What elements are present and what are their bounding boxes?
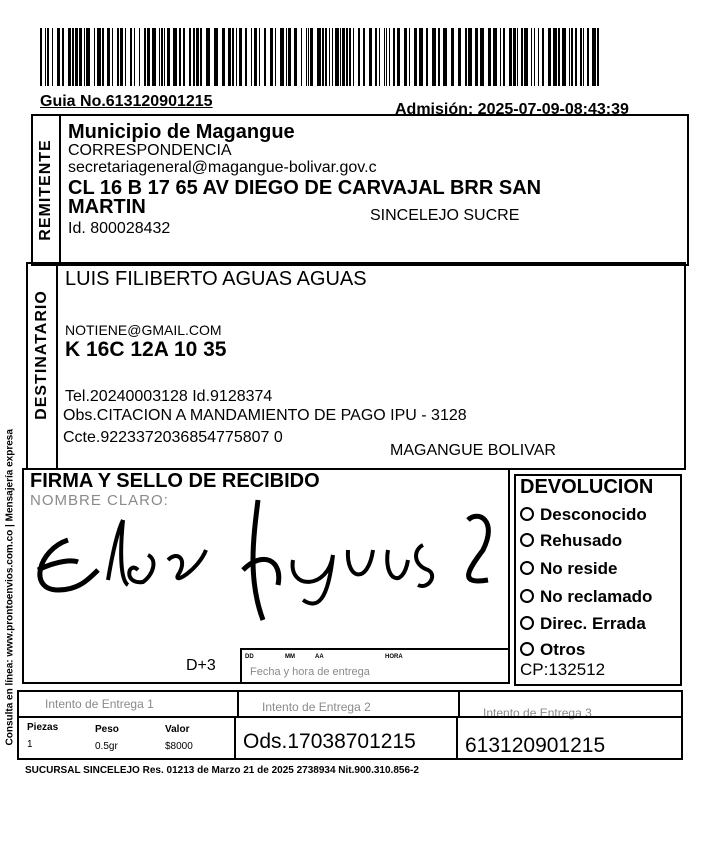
barcode-bar (222, 28, 225, 86)
nombre-claro-label: NOMBRE CLARO: (30, 492, 169, 509)
barcode-bar (332, 28, 333, 86)
barcode-bar (159, 28, 160, 86)
barcode-bar (340, 28, 341, 86)
barcode-bar (75, 28, 78, 86)
remitente-city: SINCELEJO SUCRE (370, 207, 520, 224)
valor-header: Valor (165, 724, 190, 735)
barcode-bar (107, 28, 110, 86)
barcode-bar (480, 28, 484, 86)
barcode-bar (538, 28, 539, 86)
piezas-value: 1 (27, 739, 33, 750)
barcode-bar (592, 28, 596, 86)
barcode-bar (562, 28, 566, 86)
remitente-label: REMITENTE (37, 139, 54, 241)
barcode-bar (317, 28, 321, 86)
barcode-bar (125, 28, 126, 86)
barcode-bar (134, 28, 135, 86)
barcode-bar (206, 28, 210, 86)
barcode-bar (342, 28, 345, 86)
admision-date: Admisión: 2025-07-09-08:43:39 (395, 101, 629, 118)
barcode-bar (542, 28, 544, 86)
footer-text: SUCURSAL SINCELEJO Res. 01213 de Marzo 21 de 2025 2738934 Nit.900.310.856-2 (25, 765, 419, 776)
barcode-bar (264, 28, 266, 86)
remitente-email: secretariageneral@magangue-bolivar.gov.c (68, 159, 377, 176)
destinatario-label: DESTINATARIO (33, 290, 50, 420)
barcode-bar (353, 28, 354, 86)
barcode-bar (167, 28, 170, 86)
barcode-bar (503, 28, 505, 86)
barcode-bar (86, 28, 90, 86)
barcode-bar (468, 28, 472, 86)
peso-header: Peso (95, 724, 119, 735)
intento-entrega-1: Intento de Entrega 1 (45, 697, 154, 711)
barcode-bar (270, 28, 273, 86)
devolucion-title: DEVOLUCION (520, 476, 654, 498)
barcode-bar (553, 28, 557, 86)
side-website-text: Consulta en línea: www.prontoenvios.com.co | Mensajería expresa (4, 429, 16, 746)
barcode-bar (236, 28, 237, 86)
barcode-bar (179, 28, 181, 86)
barcode-bar (358, 28, 360, 86)
barcode-bar (329, 28, 330, 86)
barcode-bar (68, 28, 71, 86)
ods-number: Ods.17038701215 (243, 730, 416, 753)
barcode-bar (130, 28, 132, 86)
intento-entrega-2: Intento de Entrega 2 (262, 700, 371, 714)
barcode-bar (152, 28, 156, 86)
barcode-bar (144, 28, 146, 86)
barcode-bar (419, 28, 423, 86)
barcode-bar (414, 28, 417, 86)
destinatario-city: MAGANGUE BOLIVAR (390, 442, 556, 459)
barcode-bar (47, 28, 49, 86)
valor-value: $8000 (165, 741, 193, 752)
option-no-reside-label: No reside (540, 559, 618, 578)
barcode-bar (597, 28, 599, 86)
option-rehusado-label: Rehusado (540, 531, 623, 550)
barcode-bar (232, 28, 234, 86)
barcode-bar (587, 28, 589, 86)
option-no-reclamado-label: No reclamado (540, 587, 653, 606)
barcode-bar (580, 28, 582, 86)
barcode-bar (286, 28, 287, 86)
d-plus-3: D+3 (186, 657, 216, 674)
barcode-bar (513, 28, 516, 86)
option-direc-errada-label: Direc. Errada (540, 614, 646, 633)
option-rehusado[interactable] (520, 531, 622, 551)
barcode-bar (509, 28, 512, 86)
barcode-bar (52, 28, 53, 86)
barcode-bar (389, 28, 390, 86)
destinatario-email: NOTIENE@GMAIL.COM (65, 322, 222, 338)
barcode-bar (583, 28, 584, 86)
guia-number-footer: 613120901215 (465, 734, 606, 757)
barcode-bar (72, 28, 74, 86)
cp-code: CP:132512 (520, 660, 606, 679)
barcode-bar (139, 28, 140, 86)
barcode-bar (571, 28, 573, 86)
barcode-bar (310, 28, 313, 86)
barcode-bar (193, 28, 195, 86)
barcode-bar (84, 28, 85, 86)
barcode-bar (363, 28, 365, 86)
barcode-bar (493, 28, 497, 86)
barcode-bar (183, 28, 185, 86)
barcode-bar (112, 28, 113, 86)
signature (28, 490, 498, 630)
barcode-bar (531, 28, 532, 86)
barcode-bar (379, 28, 380, 86)
barcode-bar (346, 28, 348, 86)
option-no-reclamado[interactable] (520, 587, 652, 607)
intento-entrega-3: Intento de Entrega 3 (483, 706, 592, 720)
barcode-bar (79, 28, 82, 86)
destinatario-ccte: Ccte.9223372036854775807 0 (63, 429, 283, 446)
barcode-bar (404, 28, 407, 86)
option-desconocido[interactable] (520, 505, 647, 525)
barcode-bar (294, 28, 297, 86)
barcode-bar (386, 28, 387, 86)
remitente-dept: CORRESPONDENCIA (68, 142, 232, 159)
barcode-bar (438, 28, 440, 86)
barcode-bar (488, 28, 491, 86)
barcode-bar (62, 28, 64, 86)
barcode-bar (275, 28, 276, 86)
barcode-bar (458, 28, 461, 86)
barcode-bar (375, 28, 377, 86)
barcode-bar (369, 28, 372, 86)
barcode-bar (173, 28, 177, 86)
firma-title: FIRMA Y SELLO DE RECIBIDO (30, 470, 320, 492)
barcode-bar (245, 28, 247, 86)
destinatario-obs: Obs.CITACION A MANDAMIENTO DE PAGO IPU - 3128 (63, 407, 467, 424)
barcode-bar (384, 28, 385, 86)
fecha-entrega-label: Fecha y hora de entrega (250, 666, 370, 678)
barcode-bar (325, 28, 327, 86)
barcode-bar (432, 28, 436, 86)
peso-value: 0.5gr (95, 741, 118, 752)
guia-number: Guia No.613120901215 (40, 93, 213, 110)
barcode-bar (534, 28, 535, 86)
barcode-bar (147, 28, 150, 86)
barcode-bar (120, 28, 123, 86)
barcode-bar (524, 28, 528, 86)
barcode-bar (301, 28, 302, 86)
fecha-label-mm: MM (285, 654, 295, 660)
barcode-bar (426, 28, 428, 86)
barcode-bar (443, 28, 447, 86)
barcode-bar (451, 28, 454, 86)
piezas-header: Piezas (27, 722, 59, 733)
barcode-bar (94, 28, 95, 86)
barcode-bar (306, 28, 307, 86)
option-otros[interactable] (520, 640, 585, 660)
barcode-bar (521, 28, 523, 86)
barcode-bar (517, 28, 518, 86)
barcode (40, 28, 600, 88)
fecha-label-dd: DD (245, 654, 254, 660)
barcode-bar (548, 28, 551, 86)
remitente-address-1: CL 16 B 17 65 AV DIEGO DE CARVAJAL BRR SAN (68, 177, 542, 199)
option-otros-label: Otros (540, 640, 586, 659)
destinatario-address: K 16C 12A 10 35 (65, 338, 227, 361)
barcode-bar (335, 28, 339, 86)
barcode-bar (397, 28, 400, 86)
fecha-label-hora: HORA (385, 654, 403, 660)
barcode-bar (164, 28, 165, 86)
barcode-bar (57, 28, 60, 86)
barcode-bar (196, 28, 199, 86)
barcode-bar (558, 28, 560, 86)
barcode-bar (214, 28, 218, 86)
barcode-bar (102, 28, 104, 86)
barcode-bar (288, 28, 291, 86)
barcode-bar (97, 28, 101, 86)
barcode-bar (322, 28, 324, 86)
barcode-bar (500, 28, 501, 86)
remitente-name: Municipio de Magangue (68, 121, 295, 143)
barcode-bar (228, 28, 231, 86)
barcode-bar (45, 28, 46, 86)
destinatario-tel: Tel.20240003128 Id.9128374 (65, 388, 273, 405)
barcode-bar (465, 28, 467, 86)
barcode-bar (189, 28, 191, 86)
barcode-bar (200, 28, 202, 86)
remitente-id: Id. 800028432 (68, 220, 171, 237)
fecha-label-aa: AA (315, 654, 324, 660)
barcode-bar (575, 28, 577, 86)
barcode-bar (280, 28, 284, 86)
barcode-bar (409, 28, 410, 86)
barcode-bar (475, 28, 478, 86)
barcode-bar (251, 28, 252, 86)
barcode-bar (254, 28, 257, 86)
barcode-bar (393, 28, 395, 86)
barcode-bar (117, 28, 119, 86)
barcode-bar (239, 28, 242, 86)
option-desconocido-label: Desconocido (540, 505, 647, 524)
barcode-bar (349, 28, 351, 86)
remitente-address-2: MARTIN (68, 196, 146, 218)
option-direc-errada[interactable] (520, 614, 646, 634)
barcode-bar (161, 28, 163, 86)
barcode-bar (569, 28, 570, 86)
barcode-bar (308, 28, 309, 86)
barcode-bar (259, 28, 260, 86)
destinatario-name: LUIS FILIBERTO AGUAS AGUAS (65, 268, 367, 290)
option-no-reside[interactable] (520, 559, 617, 579)
barcode-bar (40, 28, 42, 86)
